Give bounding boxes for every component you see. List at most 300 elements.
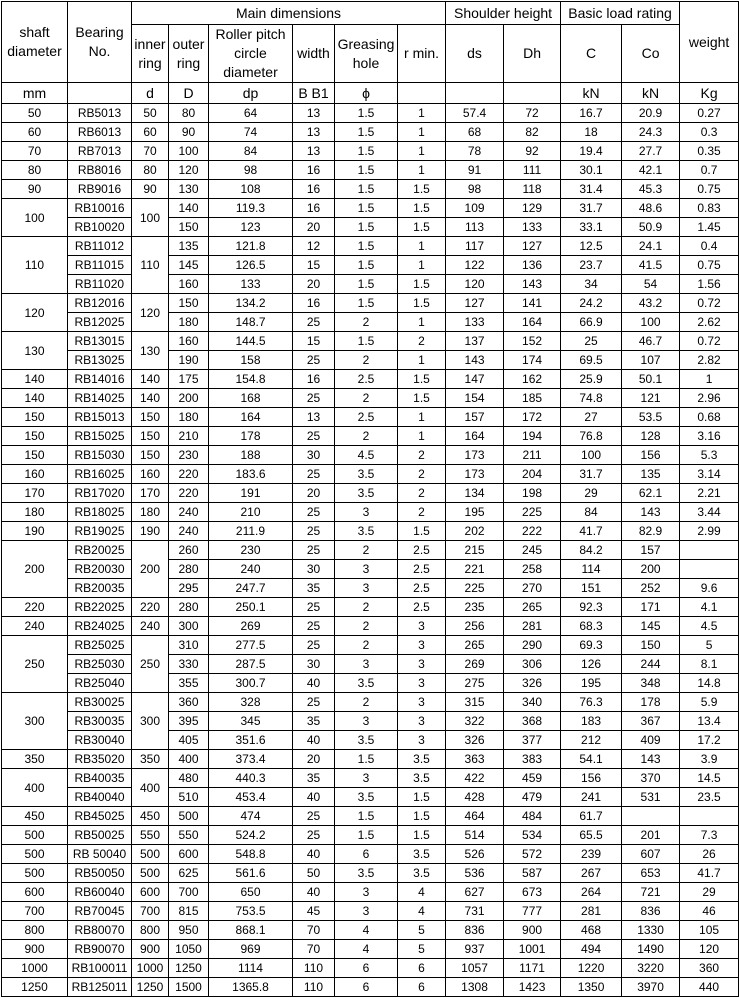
ds-cell: 221 <box>446 560 504 579</box>
c-cell: 84 <box>561 503 622 522</box>
ds-cell: 109 <box>446 199 504 218</box>
inner-ring-cell: 70 <box>132 142 169 161</box>
roller-pitch-cell: 440.3 <box>209 769 293 788</box>
inner-ring-cell: 150 <box>132 427 169 446</box>
width-cell: 40 <box>293 731 335 750</box>
weight-cell: 1.56 <box>680 275 739 294</box>
dh-cell: 225 <box>504 503 561 522</box>
c-cell: 61.7 <box>561 807 622 826</box>
greasing-hole-cell: 3 <box>335 883 398 902</box>
weight-cell: 3.9 <box>680 750 739 769</box>
width-cell: 30 <box>293 560 335 579</box>
co-cell <box>622 807 680 826</box>
table-row <box>2 313 739 332</box>
roller-pitch-cell: 74 <box>209 123 293 142</box>
inner-ring-cell: 150 <box>132 446 169 465</box>
outer-ring-cell: 100 <box>169 142 209 161</box>
bearing-no-cell: RB20025 <box>68 541 132 560</box>
inner-ring-cell: 140 <box>132 389 169 408</box>
width-cell: 25 <box>293 427 335 446</box>
inner-ring-cell: 60 <box>132 123 169 142</box>
dh-cell: 185 <box>504 389 561 408</box>
dh-cell: 290 <box>504 636 561 655</box>
co-cell: 143 <box>622 503 680 522</box>
greasing-hole-cell: 4 <box>335 940 398 959</box>
ds-cell: 731 <box>446 902 504 921</box>
weight-cell: 2.99 <box>680 522 739 541</box>
outer-ring-cell: 240 <box>169 522 209 541</box>
ds-cell: 514 <box>446 826 504 845</box>
table-row <box>2 503 739 522</box>
ds-cell: 265 <box>446 636 504 655</box>
co-cell: 107 <box>622 351 680 370</box>
shaft-diameter-cell: 900 <box>2 940 68 959</box>
ds-cell: 836 <box>446 921 504 940</box>
r-min-cell: 1.5 <box>398 199 446 218</box>
c-cell: 92.3 <box>561 598 622 617</box>
ds-cell: 157 <box>446 408 504 427</box>
table-row <box>2 579 739 598</box>
width-cell: 110 <box>293 959 335 978</box>
shaft-diameter-cell: 60 <box>2 123 68 142</box>
roller-pitch-cell: 1114 <box>209 959 293 978</box>
r-min-cell: 1.5 <box>398 180 446 199</box>
r-min-cell: 1.5 <box>398 218 446 237</box>
greasing-hole-cell: 3 <box>335 902 398 921</box>
width-cell: 13 <box>293 104 335 123</box>
co-cell: 200 <box>622 560 680 579</box>
inner-ring-cell: 160 <box>132 465 169 484</box>
dh-cell: 534 <box>504 826 561 845</box>
width-cell: 30 <box>293 655 335 674</box>
inner-ring-cell: 900 <box>132 940 169 959</box>
outer-ring-cell: 220 <box>169 465 209 484</box>
outer-ring-cell: 150 <box>169 294 209 313</box>
outer-ring-cell: 400 <box>169 750 209 769</box>
ds-cell: 428 <box>446 788 504 807</box>
outer-ring-cell: 220 <box>169 484 209 503</box>
inner-ring-cell: 220 <box>132 598 169 617</box>
r-min-cell: 1.5 <box>398 294 446 313</box>
r-min-cell: 3.5 <box>398 845 446 864</box>
width-cell: 40 <box>293 788 335 807</box>
bearing-no-cell: RB5013 <box>68 104 132 123</box>
shaft-diameter-cell: 140 <box>2 370 68 389</box>
outer-ring-cell: 150 <box>169 218 209 237</box>
r-min-cell: 1 <box>398 161 446 180</box>
bearing-no-cell: RB11020 <box>68 275 132 294</box>
dh-cell: 162 <box>504 370 561 389</box>
co-cell: 721 <box>622 883 680 902</box>
width-cell: 15 <box>293 256 335 275</box>
roller-pitch-header: Roller pitch circle diameter <box>209 25 293 83</box>
width-cell: 25 <box>293 313 335 332</box>
outer-ring-cell: 625 <box>169 864 209 883</box>
width-cell: 16 <box>293 180 335 199</box>
table-row <box>2 104 739 123</box>
c-cell: 241 <box>561 788 622 807</box>
roller-pitch-cell: 126.5 <box>209 256 293 275</box>
co-cell: 367 <box>622 712 680 731</box>
ds-cell: 195 <box>446 503 504 522</box>
ds-cell: 173 <box>446 465 504 484</box>
shaft-diameter-cell: 500 <box>2 864 68 883</box>
ds-cell: 225 <box>446 579 504 598</box>
bearing-no-cell: RB 50040 <box>68 845 132 864</box>
width-cell: 25 <box>293 693 335 712</box>
shaft-diameter-cell: 150 <box>2 427 68 446</box>
c-cell: 68.3 <box>561 617 622 636</box>
table-row <box>2 845 739 864</box>
bearing-no-cell: RB13015 <box>68 332 132 351</box>
bearing-no-cell: RB125011 <box>68 978 132 997</box>
co-cell: 135 <box>622 465 680 484</box>
ds-cell: 1057 <box>446 959 504 978</box>
shoulder-height-header: Shoulder height <box>446 2 561 25</box>
r-min-cell: 1 <box>398 104 446 123</box>
shaft-diameter-cell: 180 <box>2 503 68 522</box>
outer-ring-cell: 295 <box>169 579 209 598</box>
greasing-hole-cell: 3.5 <box>335 731 398 750</box>
bearing-no-cell: RB70045 <box>68 902 132 921</box>
weight-cell: 0.72 <box>680 332 739 351</box>
table-row <box>2 522 739 541</box>
bearing-no-cell: RB30040 <box>68 731 132 750</box>
r-min-cell: 1 <box>398 256 446 275</box>
dh-cell: 152 <box>504 332 561 351</box>
shaft-diameter-cell: 130 <box>2 332 68 370</box>
c-cell: 25 <box>561 332 622 351</box>
roller-pitch-cell: 474 <box>209 807 293 826</box>
dh-cell: 1171 <box>504 959 561 978</box>
r-min-cell: 3 <box>398 712 446 731</box>
c-cell: 33.1 <box>561 218 622 237</box>
ds-cell: 235 <box>446 598 504 617</box>
bearing-no-cell: RB12025 <box>68 313 132 332</box>
co-cell: 157 <box>622 541 680 560</box>
table-row <box>2 883 739 902</box>
r-min-cell: 3.5 <box>398 750 446 769</box>
weight-cell: 3.14 <box>680 465 739 484</box>
dh-cell: 383 <box>504 750 561 769</box>
roller-pitch-cell: 650 <box>209 883 293 902</box>
r-min-cell: 2 <box>398 484 446 503</box>
width-cell: 25 <box>293 541 335 560</box>
dh-cell: 127 <box>504 237 561 256</box>
r-min-cell: 1 <box>398 237 446 256</box>
shaft-diameter-cell: 150 <box>2 446 68 465</box>
shaft-diameter-cell: 110 <box>2 237 68 294</box>
c-cell: 31.7 <box>561 199 622 218</box>
ds-cell: 57.4 <box>446 104 504 123</box>
width-cell: 25 <box>293 598 335 617</box>
r-min-header: r min. <box>398 25 446 83</box>
inner-ring-cell: 250 <box>132 636 169 693</box>
ds-cell: 215 <box>446 541 504 560</box>
table-row <box>2 864 739 883</box>
roller-pitch-cell: 345 <box>209 712 293 731</box>
co-cell: 82.9 <box>622 522 680 541</box>
inner-ring-cell: 130 <box>132 332 169 370</box>
table-row <box>2 788 739 807</box>
greasing-hole-cell: 3 <box>335 579 398 598</box>
ds-cell: 326 <box>446 731 504 750</box>
greasing-hole-cell: 6 <box>335 978 398 997</box>
c-cell: 183 <box>561 712 622 731</box>
co-cell: 171 <box>622 598 680 617</box>
table-row <box>2 180 739 199</box>
bearing-no-cell: RB15013 <box>68 408 132 427</box>
r-min-cell: 3 <box>398 655 446 674</box>
weight-cell: 5.3 <box>680 446 739 465</box>
inner-ring-cell: 1000 <box>132 959 169 978</box>
r-min-cell: 1.5 <box>398 522 446 541</box>
bearing-no-cell: RB50025 <box>68 826 132 845</box>
shaft-diameter-cell: 70 <box>2 142 68 161</box>
outer-ring-cell: 145 <box>169 256 209 275</box>
co-header: Co <box>622 25 680 83</box>
ds-cell: 137 <box>446 332 504 351</box>
roller-pitch-cell: 164 <box>209 408 293 427</box>
roller-pitch-cell: 183.6 <box>209 465 293 484</box>
r-min-cell: 5 <box>398 921 446 940</box>
r-min-cell: 3 <box>398 693 446 712</box>
width-cell: 20 <box>293 218 335 237</box>
weight-cell: 0.3 <box>680 123 739 142</box>
ds-cell: 464 <box>446 807 504 826</box>
bearing-no-cell: RB90070 <box>68 940 132 959</box>
bearing-no-cell: RB60040 <box>68 883 132 902</box>
roller-pitch-cell: 1365.8 <box>209 978 293 997</box>
greasing-hole-cell: 2 <box>335 427 398 446</box>
bearing-no-cell: RB22025 <box>68 598 132 617</box>
table-row <box>2 902 739 921</box>
ds-cell: 1308 <box>446 978 504 997</box>
width-cell: 20 <box>293 275 335 294</box>
shaft-diameter-cell: 190 <box>2 522 68 541</box>
bearing-no-cell: RB35020 <box>68 750 132 769</box>
ds-cell: 154 <box>446 389 504 408</box>
weight-cell: 0.72 <box>680 294 739 313</box>
bearing-no-cell: RB17020 <box>68 484 132 503</box>
weight-cell: 46 <box>680 902 739 921</box>
weight-cell: 9.6 <box>680 579 739 598</box>
greasing-hole-cell: 3.5 <box>335 465 398 484</box>
table-row <box>2 750 739 769</box>
inner-ring-cell: 500 <box>132 845 169 864</box>
unit-phi: ϕ <box>335 83 398 104</box>
c-cell: 66.9 <box>561 313 622 332</box>
basic-load-rating-header: Basic load rating <box>561 2 680 25</box>
dh-cell: 587 <box>504 864 561 883</box>
outer-ring-header: outer ring <box>169 25 209 83</box>
roller-pitch-cell: 148.7 <box>209 313 293 332</box>
co-cell: 252 <box>622 579 680 598</box>
greasing-hole-cell: 1.5 <box>335 199 398 218</box>
greasing-hole-cell: 3 <box>335 560 398 579</box>
greasing-hole-cell: 1.5 <box>335 237 398 256</box>
width-cell: 13 <box>293 408 335 427</box>
greasing-hole-cell: 4.5 <box>335 446 398 465</box>
table-row <box>2 769 739 788</box>
bearing-no-cell: RB20030 <box>68 560 132 579</box>
dh-cell: 118 <box>504 180 561 199</box>
width-cell: 12 <box>293 237 335 256</box>
width-cell: 25 <box>293 522 335 541</box>
bearing-no-cell: RB30025 <box>68 693 132 712</box>
shaft-diameter-cell: 450 <box>2 807 68 826</box>
co-cell: 45.3 <box>622 180 680 199</box>
roller-pitch-cell: 453.4 <box>209 788 293 807</box>
co-cell: 409 <box>622 731 680 750</box>
co-cell: 121 <box>622 389 680 408</box>
table-row <box>2 731 739 750</box>
ds-cell: 202 <box>446 522 504 541</box>
dh-cell: 141 <box>504 294 561 313</box>
ds-cell: 117 <box>446 237 504 256</box>
shaft-diameter-cell: 240 <box>2 617 68 636</box>
roller-pitch-cell: 250.1 <box>209 598 293 617</box>
weight-cell: 105 <box>680 921 739 940</box>
width-cell: 35 <box>293 712 335 731</box>
weight-header: weight <box>680 2 739 83</box>
table-row <box>2 712 739 731</box>
greasing-hole-cell: 1.5 <box>335 104 398 123</box>
outer-ring-cell: 135 <box>169 237 209 256</box>
greasing-hole-cell: 1.5 <box>335 256 398 275</box>
weight-cell: 2.96 <box>680 389 739 408</box>
outer-ring-cell: 80 <box>169 104 209 123</box>
outer-ring-cell: 480 <box>169 769 209 788</box>
greasing-hole-cell: 1.5 <box>335 123 398 142</box>
c-cell: 31.7 <box>561 465 622 484</box>
outer-ring-cell: 950 <box>169 921 209 940</box>
co-cell: 3970 <box>622 978 680 997</box>
c-cell: 1220 <box>561 959 622 978</box>
table-row <box>2 541 739 560</box>
weight-cell <box>680 807 739 826</box>
width-cell: 40 <box>293 674 335 693</box>
unit-b: B B1 <box>293 83 335 104</box>
r-min-cell: 1 <box>398 408 446 427</box>
weight-cell: 0.75 <box>680 180 739 199</box>
greasing-hole-cell: 2 <box>335 541 398 560</box>
unit-d: d <box>132 83 169 104</box>
c-cell: 16.7 <box>561 104 622 123</box>
roller-pitch-cell: 134.2 <box>209 294 293 313</box>
outer-ring-cell: 360 <box>169 693 209 712</box>
greasing-hole-header: Greasing hole <box>335 25 398 83</box>
outer-ring-cell: 700 <box>169 883 209 902</box>
width-cell: 35 <box>293 579 335 598</box>
ds-cell: 526 <box>446 845 504 864</box>
c-cell: 31.4 <box>561 180 622 199</box>
dh-cell: 136 <box>504 256 561 275</box>
inner-ring-cell: 140 <box>132 370 169 389</box>
inner-ring-cell: 500 <box>132 864 169 883</box>
dh-cell: 777 <box>504 902 561 921</box>
width-cell: 16 <box>293 294 335 313</box>
roller-pitch-cell: 144.5 <box>209 332 293 351</box>
greasing-hole-cell: 3 <box>335 712 398 731</box>
shaft-diameter-cell: 140 <box>2 389 68 408</box>
table-row <box>2 484 739 503</box>
table-row <box>2 408 739 427</box>
ds-cell: 122 <box>446 256 504 275</box>
weight-cell: 14.5 <box>680 769 739 788</box>
weight-cell: 8.1 <box>680 655 739 674</box>
dh-cell: 900 <box>504 921 561 940</box>
outer-ring-cell: 230 <box>169 446 209 465</box>
roller-pitch-cell: 154.8 <box>209 370 293 389</box>
table-row <box>2 465 739 484</box>
roller-pitch-cell: 753.5 <box>209 902 293 921</box>
greasing-hole-cell: 2 <box>335 617 398 636</box>
r-min-cell: 2.5 <box>398 560 446 579</box>
outer-ring-cell: 550 <box>169 826 209 845</box>
roller-pitch-cell: 230 <box>209 541 293 560</box>
weight-cell: 5 <box>680 636 739 655</box>
bearing-no-cell: RB12016 <box>68 294 132 313</box>
dh-cell: 1423 <box>504 978 561 997</box>
inner-ring-cell: 50 <box>132 104 169 123</box>
c-cell: 12.5 <box>561 237 622 256</box>
bearing-no-cell: RB11015 <box>68 256 132 275</box>
weight-cell: 29 <box>680 883 739 902</box>
roller-pitch-cell: 868.1 <box>209 921 293 940</box>
r-min-cell: 2 <box>398 465 446 484</box>
shaft-diameter-cell: 250 <box>2 636 68 693</box>
c-cell: 281 <box>561 902 622 921</box>
width-cell: 30 <box>293 446 335 465</box>
dh-cell: 484 <box>504 807 561 826</box>
greasing-hole-cell: 1.5 <box>335 161 398 180</box>
c-cell: 84.2 <box>561 541 622 560</box>
width-cell: 13 <box>293 142 335 161</box>
co-cell: 1330 <box>622 921 680 940</box>
c-cell: 76.3 <box>561 693 622 712</box>
r-min-cell: 1.5 <box>398 788 446 807</box>
inner-ring-cell: 350 <box>132 750 169 769</box>
weight-cell: 0.35 <box>680 142 739 161</box>
dh-cell: 340 <box>504 693 561 712</box>
main-dimensions-header: Main dimensions <box>132 2 446 25</box>
table-row <box>2 598 739 617</box>
bearing-no-cell: RB11012 <box>68 237 132 256</box>
greasing-hole-cell: 1.5 <box>335 275 398 294</box>
roller-pitch-cell: 969 <box>209 940 293 959</box>
r-min-cell: 1 <box>398 351 446 370</box>
r-min-cell: 4 <box>398 883 446 902</box>
table-row <box>2 427 739 446</box>
greasing-hole-cell: 3 <box>335 655 398 674</box>
roller-pitch-cell: 119.3 <box>209 199 293 218</box>
weight-cell: 13.4 <box>680 712 739 731</box>
ds-cell: 536 <box>446 864 504 883</box>
shaft-diameter-cell: 160 <box>2 465 68 484</box>
table-header <box>2 2 739 104</box>
width-cell: 45 <box>293 902 335 921</box>
inner-ring-cell: 1250 <box>132 978 169 997</box>
co-cell: 3220 <box>622 959 680 978</box>
roller-pitch-cell: 277.5 <box>209 636 293 655</box>
greasing-hole-cell: 6 <box>335 845 398 864</box>
c-cell: 100 <box>561 446 622 465</box>
bearing-no-cell: RB80070 <box>68 921 132 940</box>
width-cell: 25 <box>293 465 335 484</box>
weight-cell: 7.3 <box>680 826 739 845</box>
weight-cell: 0.4 <box>680 237 739 256</box>
